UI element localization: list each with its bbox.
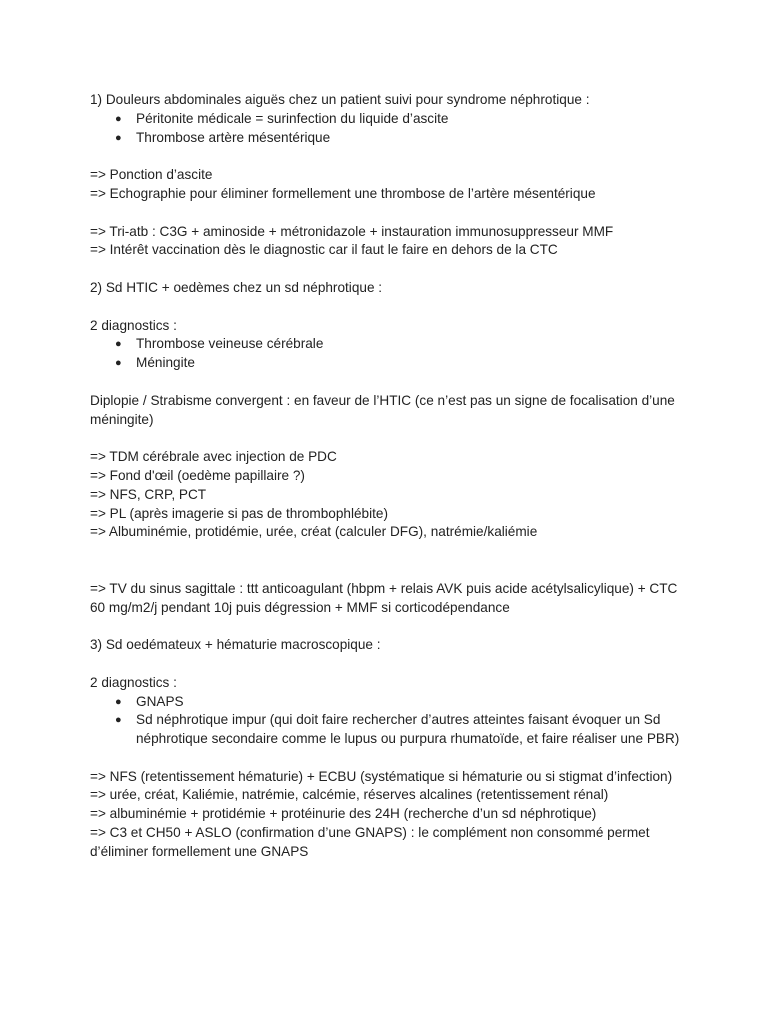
section-3-exam-line: => C3 et CH50 + ASLO (confirmation d’une GNAPS) : le complément non consommé permet d’éliminer formellement une GNAPS <box>90 825 650 859</box>
section-1-bullet-list <box>90 110 680 148</box>
list-item: ● Thrombose artère mésentérique <box>90 129 680 148</box>
list-item: ● Sd néphrotique impur (qui doit faire rechercher d’autres atteintes faisant évoquer un Sd néphrotique secondaire comme le lupus ou purpura rhumatoïde, et faire réaliser une PBR) <box>115 712 680 747</box>
section-3-heading: 3) Sd oedémateux + hématurie macroscopique : <box>90 637 381 653</box>
bullet-icon: ● <box>115 131 122 144</box>
bullet-icon: ● <box>115 338 122 351</box>
bullet-icon: ● <box>115 695 122 708</box>
section-2-exam-line: => PL (après imagerie si pas de thrombophlébite) <box>90 505 388 521</box>
section-3-exam-line: => albuminémie + protidémie + protéinurie des 24H (recherche d’un sd néphrotique) <box>90 806 597 822</box>
section-2-exam-line: => Albuminémie, protidémie, urée, créat (calculer DFG), natrémie/kaliémie <box>90 524 538 540</box>
section-3-diagnostics-label: 2 diagnostics : <box>90 674 177 690</box>
section-2-exam-line: => TDM cérébrale avec injection de PDC <box>90 449 337 465</box>
bullet-icon: ● <box>115 112 122 125</box>
section-2-heading: 2) Sd HTIC + oedèmes chez un sd néphrotique : <box>90 279 383 295</box>
section-1-treatment-line: => Intérêt vaccination dès le diagnostic car il faut le faire en dehors de la CTC <box>90 242 558 258</box>
section-1-exam-line: => Ponction d’ascite <box>90 167 213 183</box>
document-page <box>90 91 680 862</box>
list-item: ● Méningite <box>90 354 680 373</box>
section-2-exam-line: => NFS, CRP, PCT <box>90 486 207 502</box>
section-2-note: Diplopie / Strabisme convergent : en faveur de l’HTIC (ce n’est pas un signe de focalisation d’une méningite) <box>90 392 675 427</box>
section-1-treatment-line: => Tri-atb : C3G + aminoside + métronidazole + instauration immunosuppresseur MMF <box>90 223 614 239</box>
list-item: ● GNAPS <box>90 693 680 712</box>
section-2-treatment: => TV du sinus sagittale : ttt anticoagulant (hbpm + relais AVK puis acide acétylsalicylique) + CTC 60 mg/m2/j pendant 10j puis dégression + MMF si corticodépendance <box>90 580 678 615</box>
section-1-exam-line: => Echographie pour éliminer formellement une thrombose de l’artère mésentérique <box>90 185 596 201</box>
section-3-exam-line: => NFS (retentissement hématurie) + ECBU (systématique si hématurie ou si stigmat d’infection) <box>90 768 673 784</box>
section-2-bullet-list <box>90 335 680 373</box>
bullet-icon: ● <box>115 714 122 727</box>
list-item: ● Thrombose veineuse cérébrale <box>90 335 680 354</box>
section-3-bullet-list <box>90 693 680 749</box>
section-2-diagnostics-label: 2 diagnostics : <box>90 317 177 333</box>
bullet-icon: ● <box>115 357 122 370</box>
list-item: ● Péritonite médicale = surinfection du liquide d’ascite <box>90 110 680 129</box>
section-1-heading: 1) Douleurs abdominales aiguës chez un patient suivi pour syndrome néphrotique : <box>90 92 590 107</box>
section-2-exam-line: => Fond d'œil (oedème papillaire ?) <box>90 467 305 483</box>
section-3-exam-line: => urée, créat, Kaliémie, natrémie, calcémie, réserves alcalines (retentissement rénal) <box>90 787 609 803</box>
